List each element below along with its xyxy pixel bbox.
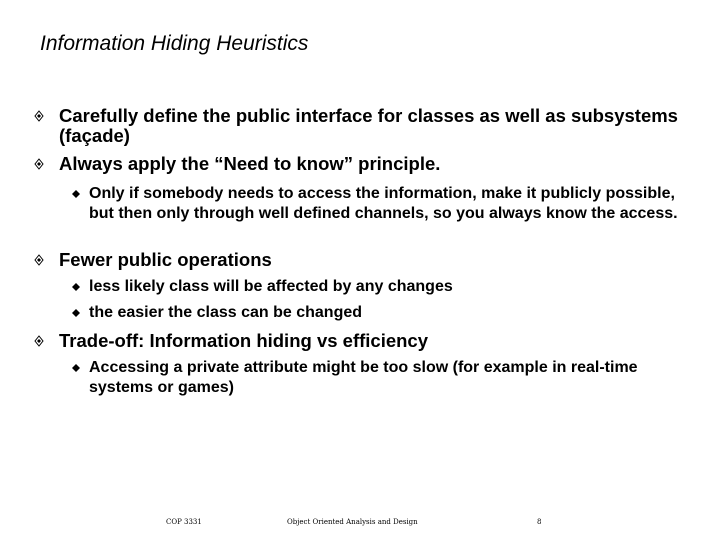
- bullet-item: [32, 250, 682, 270]
- diamond-arrow-bullet-icon: [32, 109, 46, 123]
- sub-bullet-item: [72, 303, 682, 323]
- footer-course-title: Object Oriented Analysis and Design: [287, 518, 418, 526]
- diamond-bullet-icon: [72, 283, 80, 291]
- sub-bullet-text: Only if somebody needs to access the information, make it publicly possible, but then only through well defined channels, so you always know the access.: [89, 185, 678, 222]
- sub-bullet-text: Accessing a private attribute might be too slow (for example in real-time systems or games): [89, 359, 638, 396]
- bullet-item: [32, 331, 682, 351]
- bullet-text: Fewer public operations: [59, 249, 272, 270]
- sub-bullet-text: the easier the class can be changed: [89, 304, 363, 321]
- sub-bullet-item: [72, 277, 682, 297]
- diamond-arrow-bullet-icon: [32, 334, 46, 348]
- footer-course: COP 3331: [166, 518, 202, 526]
- bullet-item: [32, 106, 682, 146]
- sub-bullet-text: less likely class will be affected by any changes: [89, 278, 453, 295]
- diamond-bullet-icon: [72, 364, 80, 372]
- diamond-arrow-bullet-icon: [32, 157, 46, 171]
- bullet-text: Always apply the “Need to know” principle.: [59, 153, 441, 174]
- bullet-text: Carefully define the public interface for classes as well as subsystems (façade): [59, 105, 678, 146]
- bullet-text: Trade-off: Information hiding vs efficiency: [59, 330, 429, 351]
- footer-page-number: 8: [537, 518, 542, 526]
- sub-bullet-item: [72, 184, 682, 244]
- diamond-arrow-bullet-icon: [32, 253, 46, 267]
- diamond-bullet-icon: [72, 309, 80, 317]
- slide-title: Information Hiding Heuristics: [40, 32, 309, 55]
- diamond-bullet-icon: [72, 190, 80, 198]
- sub-bullet-item: [72, 358, 682, 398]
- bullet-item: [32, 154, 682, 174]
